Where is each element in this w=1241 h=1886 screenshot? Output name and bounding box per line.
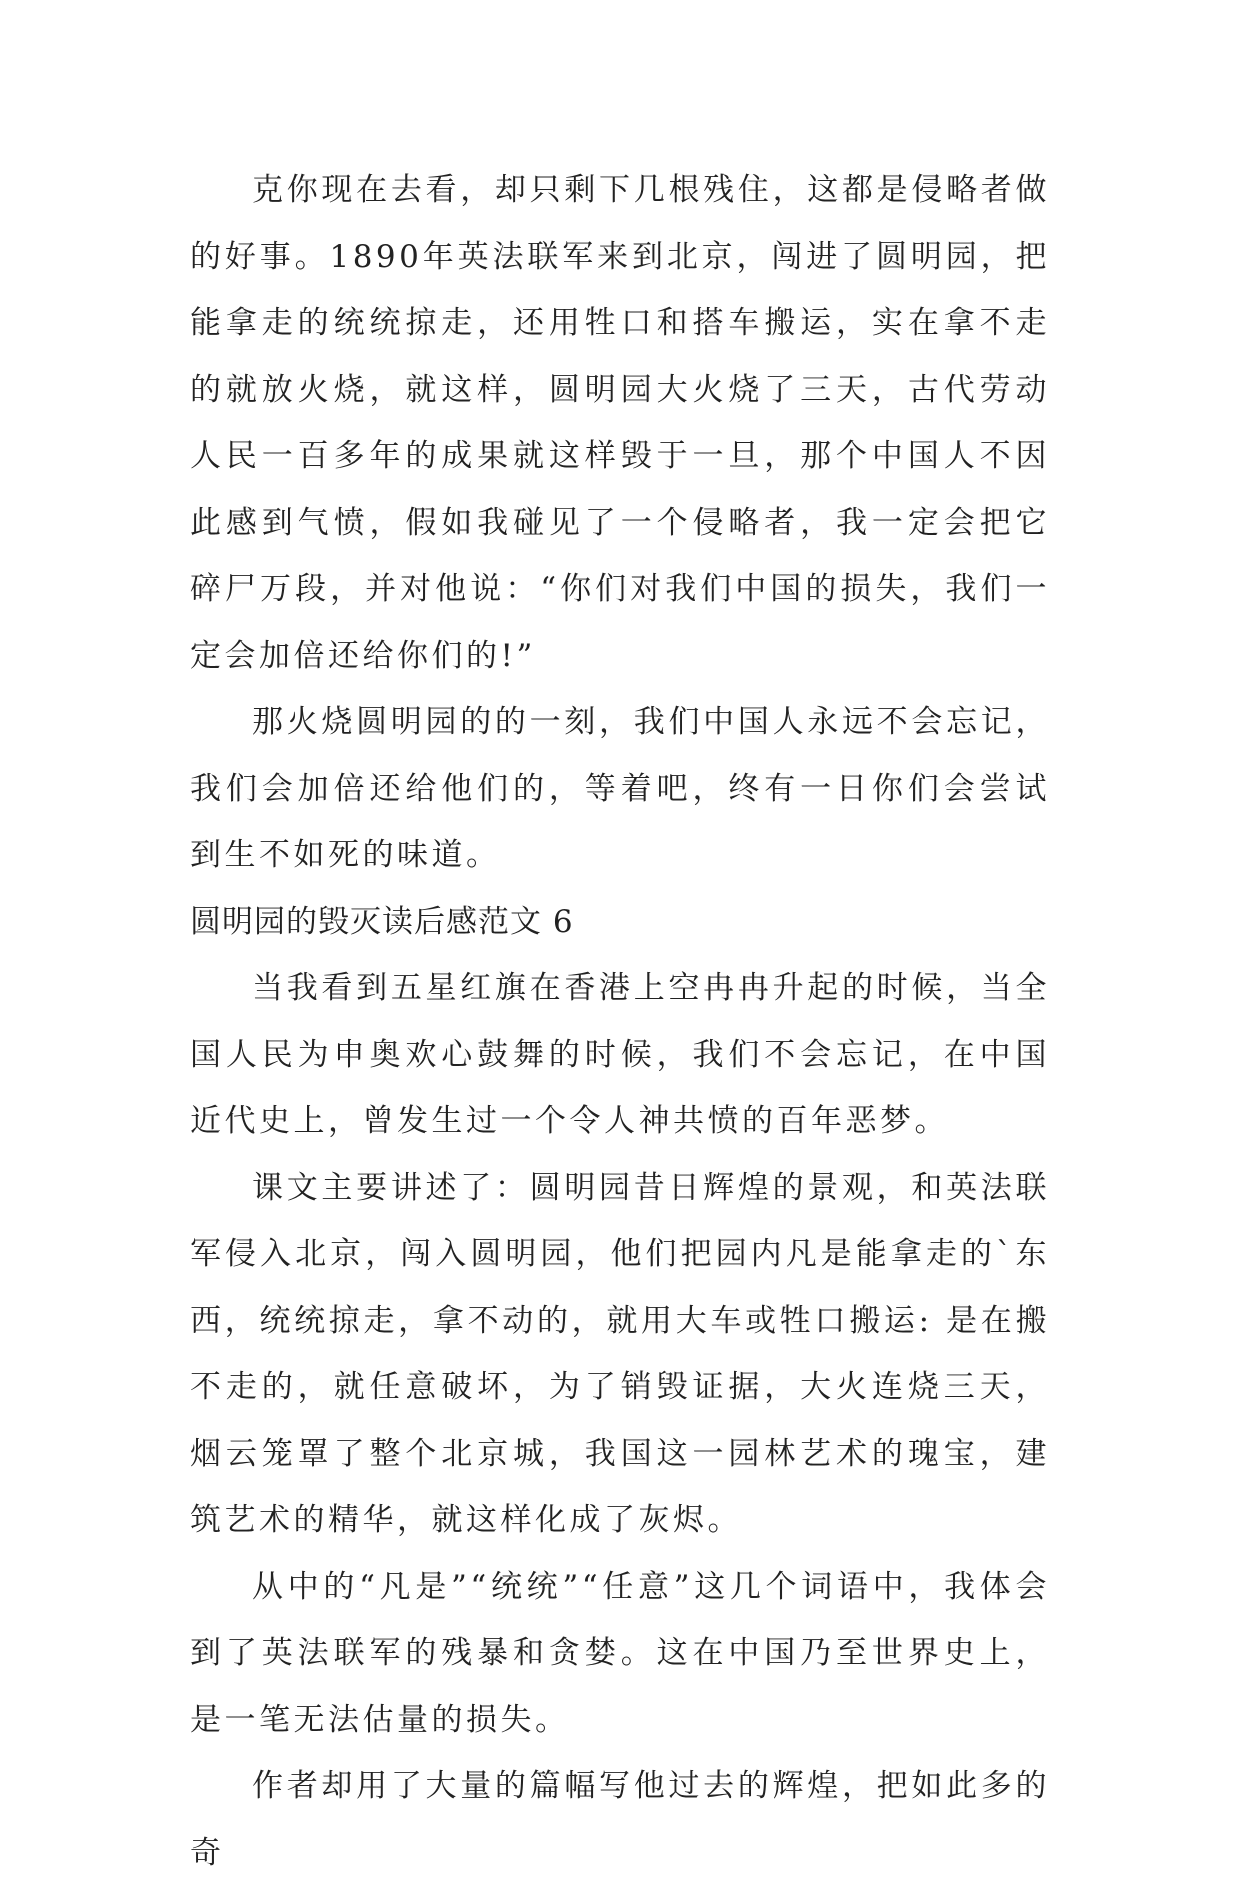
paragraph: 克你现在去看，却只剩下几根残住，这都是侵略者做的好事。1890年英法联军来到北京，闯进了圆明园，把能拿走的统统掠走，还用牲口和搭车搬运，实在拿不走的就放火烧，就这样，圆明园大火烧了三天，古代劳动人民一百多年的成果就这样毁于一旦，那个中国人不因此感到气愤，假如我碰见了一个侵略者，我一定会把它碎尸万段，并对他说：“你们对我们中国的损失，我们一定会加倍还给你们的!”: [190, 172, 1050, 674]
paragraph: 从中的“凡是”“统统”“任意”这几个词语中，我体会到了英法联军的残暴和贪婪。这在中国乃至世界史上，是一笔无法估量的损失。: [190, 1568, 1050, 1738]
section-heading: 圆明园的毁灭读后感范文 6: [190, 903, 574, 940]
paragraph: 那火烧圆明园的的一刻，我们中国人永远不会忘记，我们会加倍还给他们的，等着吧，终有一日你们会尝试到生不如死的味道。: [190, 704, 1050, 873]
paragraph: 课文主要讲述了：圆明园昔日辉煌的景观，和英法联军侵入北京，闯入圆明园，他们把园内凡是能拿走的`东西，统统掠走，拿不动的，就用大车或牲口搬运: 是在搬不走的，就任意破坏，为了销毁证据，大火连烧三天，烟云笼罩了整个北京城，我国这一园林艺术的瑰宝，建筑艺术的精华，就这样化成了灰烬。: [190, 1169, 1050, 1538]
document-body: [190, 157, 1050, 1886]
paragraph: 作者却用了大量的篇幅写他过去的辉煌，把如此多的奇: [190, 1768, 1050, 1871]
paragraph: 当我看到五星红旗在香港上空冉冉升起的时候，当全国人民为申奥欢心鼓舞的时候，我们不会忘记，在中国近代史上，曾发生过一个令人神共愤的百年恶梦。: [190, 970, 1050, 1139]
